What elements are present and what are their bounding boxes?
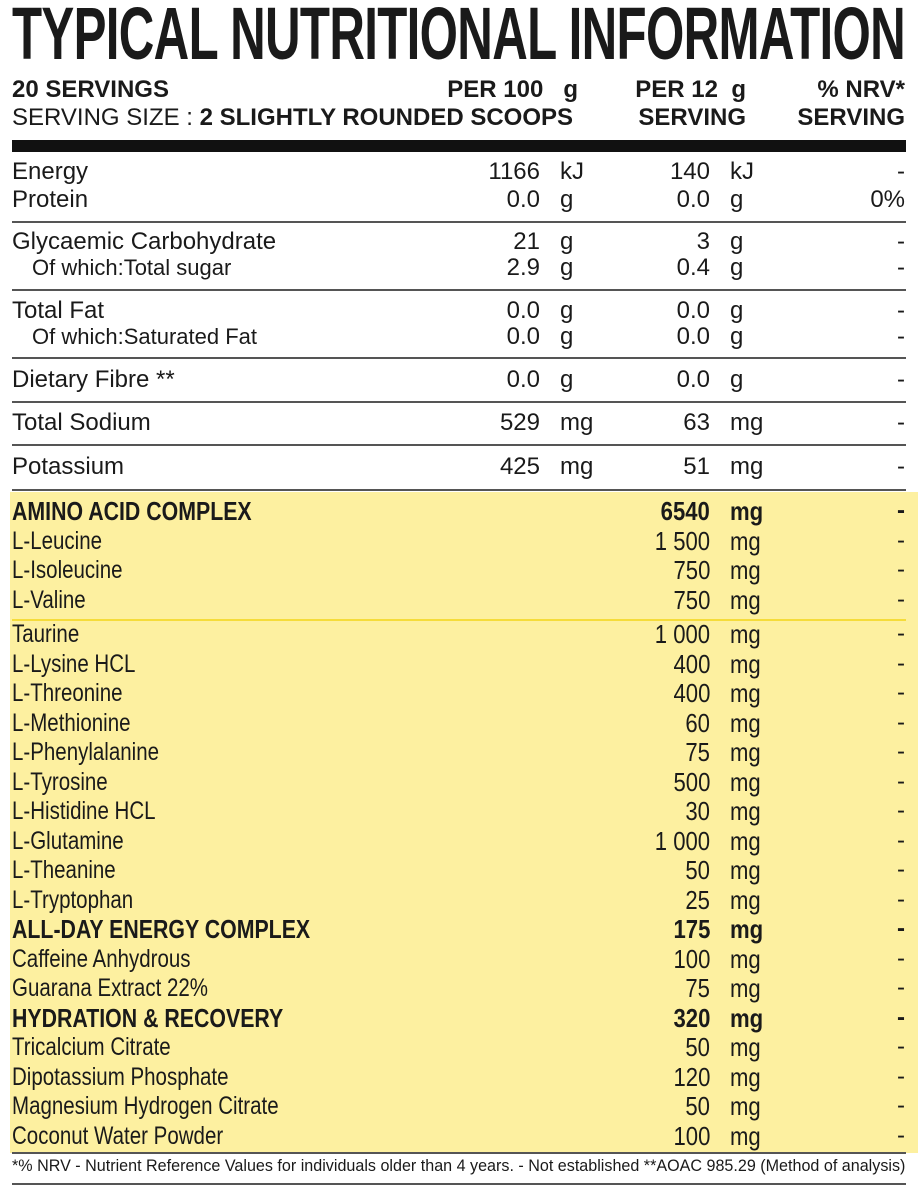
- per-serving-value: 75: [685, 737, 710, 767]
- nutrient-label: Of which:Saturated Fat: [32, 324, 257, 349]
- per-serving-value: 0.4: [676, 254, 710, 281]
- per-100-value: 0.0: [506, 297, 540, 324]
- nrv-value: -: [897, 254, 905, 281]
- ingredient-label: L-Threonine: [12, 679, 123, 707]
- nrv-value: -: [897, 944, 905, 972]
- section-row: [0, 915, 918, 943]
- per-serving-unit: mg: [730, 943, 761, 974]
- per-serving-unit: mg: [730, 884, 761, 915]
- nrv-value: -: [897, 826, 905, 854]
- table-row: [0, 856, 918, 884]
- header-divider: [12, 140, 906, 152]
- per-serving-unit: mg: [730, 1120, 761, 1151]
- per-serving-unit: mg: [730, 796, 761, 826]
- nrv-header-2: SERVING: [797, 104, 905, 131]
- row-divider: [12, 357, 906, 359]
- row-divider: [12, 289, 906, 291]
- servings-count: 20 SERVINGS: [12, 76, 169, 103]
- per-serving-unit: g: [730, 366, 744, 393]
- table-row: [0, 453, 918, 481]
- per-100-unit: g: [560, 228, 574, 255]
- footnote: *% NRV - Nutrient Reference Values for individuals older than 4 years. - Not established **AOAC 985.29 (Method of analysis): [12, 1156, 906, 1175]
- section-row: [0, 1004, 918, 1032]
- table-row: [0, 886, 918, 914]
- nrv-value: -: [897, 556, 905, 583]
- per-100-value: 425: [499, 453, 540, 480]
- row-divider: [12, 401, 906, 403]
- nrv-value: -: [897, 585, 905, 613]
- per-serving-unit: mg: [730, 737, 761, 767]
- per-serving-value: 1 000: [654, 619, 710, 649]
- ingredient-label: L-Histidine HCL: [12, 797, 156, 825]
- nrv-value: -: [897, 708, 905, 736]
- per-serving-value: 6540: [660, 496, 710, 526]
- per-serving-value: 750: [673, 555, 710, 585]
- nrv-value: -: [897, 885, 905, 913]
- nrv-value: -: [897, 409, 905, 436]
- ingredient-label: AMINO ACID COMPLEX: [12, 496, 252, 526]
- per-100-unit: g: [560, 254, 574, 281]
- serving-size: [12, 105, 573, 131]
- nrv-value: -: [897, 797, 905, 824]
- nrv-value: -: [897, 158, 905, 185]
- per-100-value: 2.9: [506, 254, 540, 281]
- table-row: [0, 797, 918, 825]
- per-serving-unit: g: [730, 323, 744, 350]
- per-serving-unit: mg: [730, 525, 761, 556]
- table-row: [0, 1092, 918, 1120]
- per-serving-value: 50: [685, 1091, 710, 1121]
- per-serving-unit: mg: [730, 973, 761, 1003]
- per-serving-value: 63: [683, 409, 710, 436]
- per-100-value: 21: [513, 228, 540, 255]
- per-serving-value: 50: [685, 855, 710, 885]
- per-serving-unit: g: [730, 254, 744, 281]
- nrv-value: -: [897, 1033, 905, 1060]
- per-serving-unit: mg: [730, 1061, 761, 1092]
- table-row: [0, 556, 918, 584]
- nrv-value: -: [897, 856, 905, 883]
- ingredient-label: ALL-DAY ENERGY COMPLEX: [12, 914, 311, 944]
- nrv-header: % NRV*: [817, 76, 905, 103]
- per-serving-unit: mg: [730, 453, 764, 480]
- table-row: [0, 1033, 918, 1061]
- table-row: [0, 409, 918, 437]
- ingredient-label: Taurine: [12, 620, 80, 648]
- ingredient-label: L-Valine: [12, 585, 86, 614]
- per-serving-value: 500: [673, 766, 710, 797]
- per-100-header: PER 100 g: [447, 76, 578, 103]
- per-serving-value: 51: [683, 453, 710, 480]
- per-serving-unit: mg: [730, 914, 764, 944]
- table-row: [0, 768, 918, 796]
- table-row: [0, 974, 918, 1002]
- per-serving-value: 75: [685, 973, 710, 1003]
- per-serving-value: 1 500: [654, 525, 710, 556]
- per-serving-value: 60: [685, 707, 710, 738]
- nrv-value: -: [897, 974, 905, 1001]
- ingredient-label: L-Lysine HCL: [12, 649, 136, 678]
- nutrient-label: Protein: [12, 186, 89, 213]
- table-row: [0, 945, 918, 973]
- nutrient-label: Dietary Fibre **: [12, 366, 175, 393]
- ingredient-label: HYDRATION & RECOVERY: [12, 1002, 284, 1033]
- table-row: [0, 186, 918, 214]
- nutrient-label: Total Fat: [12, 297, 105, 324]
- per-serving-value: 0.0: [676, 186, 710, 213]
- ingredient-label: Caffeine Anhydrous: [12, 944, 191, 973]
- per-100-unit: mg: [560, 453, 594, 480]
- table-row: [0, 1122, 918, 1150]
- per-serving-unit: g: [730, 297, 744, 324]
- per-serving-unit: mg: [730, 1002, 764, 1033]
- nrv-value: -: [897, 1092, 905, 1119]
- per-serving-unit: kJ: [730, 158, 754, 185]
- section-row: [0, 497, 918, 525]
- nrv-value: -: [897, 620, 905, 647]
- ingredient-label: Dipotassium Phosphate: [12, 1062, 229, 1091]
- nrv-value: -: [897, 738, 905, 765]
- per-100-value: 0.0: [506, 323, 540, 350]
- nrv-value: -: [897, 297, 905, 324]
- per-100-value: 0.0: [506, 366, 540, 393]
- per-100-value: 1166: [488, 158, 540, 185]
- per-serving-value: 400: [673, 678, 710, 708]
- ingredient-label: L-Leucine: [12, 526, 103, 555]
- per-serving-value: 25: [685, 884, 710, 915]
- ingredient-label: Tricalcium Citrate: [12, 1033, 171, 1061]
- nutrient-label: Of which:Total sugar: [32, 255, 232, 280]
- ingredient-label: L-Isoleucine: [12, 556, 123, 584]
- per-serving-unit: mg: [730, 648, 761, 679]
- page-title: TYPICAL NUTRITIONAL INFORMATION: [12, 0, 906, 75]
- per-serving-unit: g: [730, 186, 744, 213]
- footer-divider-bottom: [12, 1183, 906, 1185]
- per-serving-unit: mg: [730, 555, 761, 585]
- table-row: [0, 620, 918, 648]
- ingredient-label: Magnesium Hydrogen Citrate: [12, 1092, 279, 1120]
- ingredient-label: L-Phenylalanine: [12, 738, 160, 766]
- per-serving-value: 750: [673, 584, 710, 615]
- per-serving-value: 3: [696, 228, 710, 255]
- nrv-value: -: [897, 767, 905, 795]
- per-100-unit: g: [560, 366, 574, 393]
- nrv-value: -: [897, 366, 905, 393]
- per-serving-unit: mg: [730, 707, 761, 738]
- table-row: [0, 366, 918, 394]
- per-serving-value: 0.0: [676, 297, 710, 324]
- per-serving-value: 400: [673, 648, 710, 679]
- per-serving-value: 1 000: [654, 825, 710, 856]
- nutrient-label: Energy: [12, 158, 89, 185]
- nrv-value: -: [897, 1062, 905, 1090]
- per-100-unit: g: [560, 297, 574, 324]
- per-100-unit: g: [560, 323, 574, 350]
- per-serving-unit: mg: [730, 1091, 761, 1121]
- per-serving-unit: mg: [730, 855, 761, 885]
- table-row: [0, 827, 918, 855]
- per-serving-value: 100: [673, 1120, 710, 1151]
- table-row: [0, 297, 918, 325]
- per-serving-unit: mg: [730, 619, 761, 649]
- per-serving-value: 175: [673, 914, 710, 944]
- per-100-value: 0.0: [506, 186, 540, 213]
- table-row: [0, 586, 918, 614]
- per-serving-unit: mg: [730, 766, 761, 797]
- table-row: [0, 254, 918, 282]
- table-row: [0, 158, 918, 186]
- per-serving-value: 140: [669, 158, 710, 185]
- row-divider: [12, 221, 906, 223]
- ingredient-label: L-Methionine: [12, 708, 131, 737]
- per-serving-value: 320: [673, 1002, 710, 1033]
- ingredient-label: Guarana Extract 22%: [12, 974, 208, 1002]
- per-100-unit: mg: [560, 409, 594, 436]
- nrv-value: -: [897, 497, 905, 524]
- nrv-value: -: [897, 228, 905, 255]
- nutrient-label: Glycaemic Carbohydrate: [12, 228, 277, 255]
- ingredient-label: L-Tryptophan: [12, 885, 134, 914]
- per-serving-value: 100: [673, 943, 710, 974]
- per-serving-header-2: SERVING: [638, 104, 746, 131]
- per-serving-unit: mg: [730, 584, 761, 615]
- nrv-value: -: [897, 526, 905, 554]
- nrv-value: -: [897, 1003, 905, 1031]
- table-row: [0, 527, 918, 555]
- nrv-value: -: [897, 453, 905, 480]
- per-serving-value: 50: [685, 1032, 710, 1062]
- nutrient-label: Total Sodium: [12, 409, 151, 436]
- serving-size-prefix: SERVING SIZE :: [12, 104, 193, 131]
- nrv-value: -: [897, 679, 905, 706]
- per-serving-unit: mg: [730, 409, 764, 436]
- nrv-value: -: [897, 915, 905, 942]
- nrv-value: -: [897, 649, 905, 677]
- nrv-value: 0%: [870, 186, 905, 213]
- per-100-unit: g: [560, 186, 574, 213]
- per-serving-unit: mg: [730, 825, 761, 856]
- per-100-value: 529: [499, 409, 540, 436]
- per-100-unit: kJ: [560, 158, 584, 185]
- per-serving-value: 0.0: [676, 366, 710, 393]
- ingredient-label: L-Tyrosine: [12, 767, 108, 796]
- per-serving-unit: mg: [730, 1032, 761, 1062]
- ingredient-label: Coconut Water Powder: [12, 1121, 224, 1150]
- nrv-value: -: [897, 1121, 905, 1149]
- per-serving-value: 30: [685, 796, 710, 826]
- per-serving-unit: g: [730, 228, 744, 255]
- serving-size-value: 2 SLIGHTLY ROUNDED SCOOPS: [199, 104, 574, 131]
- table-row: [0, 650, 918, 678]
- per-serving-unit: mg: [730, 678, 761, 708]
- nutrient-label: Potassium: [12, 453, 125, 480]
- per-serving-value: 0.0: [676, 323, 710, 350]
- footer-divider-top: [12, 1152, 906, 1154]
- row-divider: [12, 444, 906, 446]
- table-row: [0, 323, 918, 351]
- per-serving-unit: mg: [730, 496, 764, 526]
- ingredient-label: L-Theanine: [12, 856, 116, 884]
- nrv-value: -: [897, 323, 905, 350]
- ingredient-label: L-Glutamine: [12, 826, 124, 855]
- table-row: [0, 709, 918, 737]
- table-row: [0, 738, 918, 766]
- per-serving-value: 120: [673, 1061, 710, 1092]
- per-serving-header: PER 12 g: [635, 76, 746, 103]
- table-row: [0, 1063, 918, 1091]
- row-divider: [12, 489, 906, 491]
- table-row: [0, 228, 918, 256]
- table-row: [0, 679, 918, 707]
